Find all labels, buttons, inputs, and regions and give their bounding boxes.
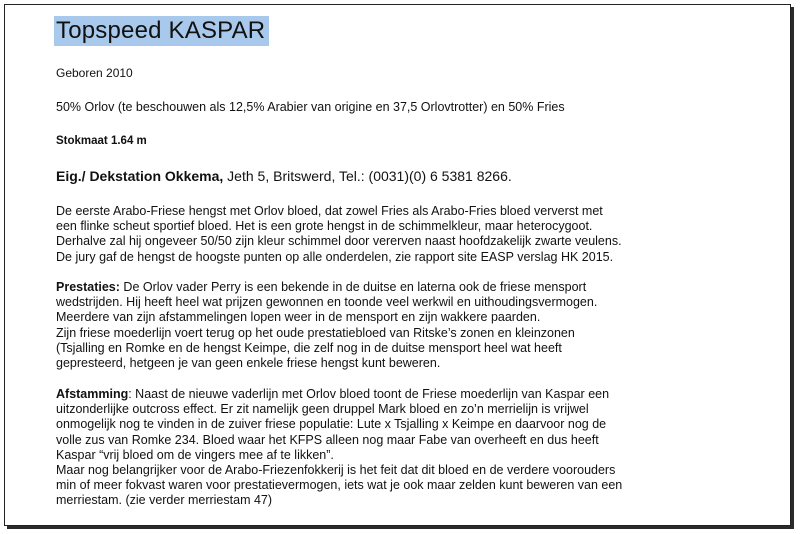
text-line: Kaspar “vrij bloed om de vingers mee af te likken”. (56, 447, 334, 462)
text-line: min of meer fokvast waren voor prestatievermogen, iets wat je ook maar zelden kunt beweren van een (56, 478, 623, 493)
owner-label: Eig./ Dekstation Okkema, (56, 168, 224, 184)
text-line: merriestam. (zie verder merriestam 47) (56, 493, 273, 508)
text-line: onmogelijk nog te vinden in de zuiver friese populatie: Lute x Tsjalling x Keimpe en daarvoor nog de (56, 417, 607, 432)
afstamming-paragraph (56, 387, 776, 509)
text-line: uitzonderlijke outcross effect. Er zit namelijk geen druppel Mark bloed en zo’n merrielijn is vrijwel (56, 402, 589, 417)
height-measure: Stokmaat 1.64 m (56, 135, 147, 147)
prestaties-first-text: De Orlov vader Perry is een bekende in de duitse en laterna ook de friese mensport (119, 280, 587, 294)
afstamming-first-text: : Naast de nieuwe vaderlijn met Orlov bloed toont de Friese moederlijn van Kaspar een (128, 387, 610, 401)
prestaties-label: Prestaties: (56, 280, 120, 294)
text-line: Maar nog belangrijker voor de Arabo-Friezenfokkerij is het feit dat dit bloed en de verdere voorouders (56, 463, 616, 478)
birth-year: Geboren 2010 (56, 66, 133, 80)
document-title: Topspeed KASPAR (54, 16, 269, 46)
owner-line (56, 168, 512, 184)
afstamming-label: Afstamming (56, 387, 129, 401)
text-line: Meerdere van zijn afstammelingen lopen weer in de mensport en zijn wakkere paarden. (56, 310, 541, 325)
text-line: De jury gaf de hengst de hoogste punten op alle onderdelen, zie rapport site EASP verslag HK 2015. (56, 249, 614, 264)
text-line (56, 280, 776, 295)
text-line: Derhalve zal hij ongeveer 50/50 zijn kleur schimmel door vererven naast hoofdzakelijk zwarte veulens. (56, 234, 622, 249)
text-line: (Tsjalling en Romke en de hengst Keimpe, die zelf nog in de duitse mensport heel wat heeft (56, 340, 562, 355)
text-line: Zijn friese moederlijn voert terug op het oude prestatiebloed van Ritske’s zonen en kleinzonen (56, 325, 575, 340)
text-line (56, 387, 776, 402)
owner-details: Jeth 5, Britswerd, Tel.: (0031)(0) 6 5381 8266. (223, 168, 512, 184)
prestaties-paragraph (56, 280, 776, 371)
text-line: volle zus van Romke 234. Bloed waar het KFPS alleen nog maar Fabe van overheeft en dus heeft (56, 432, 599, 447)
text-line: een flinke scheut sportief bloed. Het is een grote hengst in de schimmelkleur, maar heterocygoot. (56, 219, 593, 234)
text-line: gepresteerd, hetgeen je van geen enkele friese hengst kunt beweren. (56, 356, 441, 371)
intro-paragraph (56, 204, 776, 265)
lineage-line: 50% Orlov (te beschouwen als 12,5% Arabier van origine en 37,5 Orlovtrotter) en 50% Fries (56, 100, 565, 114)
text-line: wedstrijden. Hij heeft heel wat prijzen gewonnen en toonde veel werkwil en uithoudingsvermogen. (56, 295, 598, 310)
text-line: De eerste Arabo-Friese hengst met Orlov bloed, dat zowel Fries als Arabo-Fries bloed ververst met (56, 204, 603, 218)
